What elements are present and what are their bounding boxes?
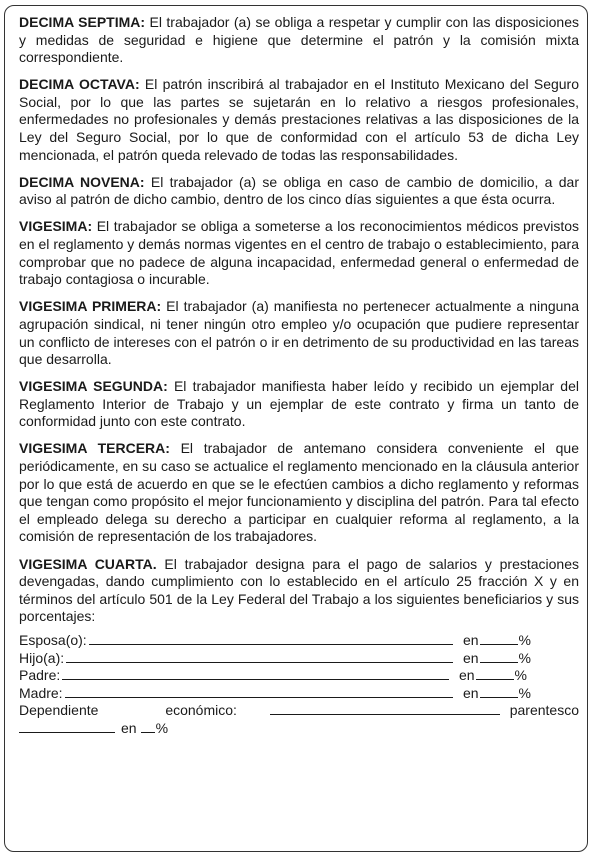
esposa-name-field[interactable] xyxy=(89,632,453,645)
beneficiary-row-hijo xyxy=(19,650,579,668)
hijo-name-field[interactable] xyxy=(66,650,453,663)
clause-title: DECIMA OCTAVA: xyxy=(19,76,140,93)
clause-vigesima-primera xyxy=(19,298,579,368)
clause-title: DECIMA NOVENA: xyxy=(19,173,145,190)
parentesco-label: parentesco xyxy=(509,702,579,719)
beneficiary-row-esposa xyxy=(19,632,579,650)
clause-vigesima-cuarta xyxy=(19,556,579,626)
dependiente-label: Dependiente xyxy=(19,702,99,719)
padre-percent-field[interactable] xyxy=(476,667,514,680)
clause-text: El trabajador designa para el pago de salarios y prestaciones devengadas, dando cumplimiento con lo establecido en el artículo 25 fracción X y en términos del artículo 501 de la Ley Federal del Trabajo a los siguientes beneficiarios y sus porcentajes: xyxy=(19,555,580,625)
hijo-label: Hijo(a): xyxy=(19,649,65,666)
clause-title: DECIMA SEPTIMA: xyxy=(19,14,146,30)
percent-sign: % xyxy=(518,631,531,648)
en-label: en xyxy=(462,684,479,701)
en-label: en xyxy=(462,649,479,666)
en-label: en xyxy=(462,631,479,648)
contract-clauses xyxy=(19,14,579,737)
en-label: en xyxy=(121,719,137,736)
hijo-percent-field[interactable] xyxy=(480,650,518,663)
dependiente-name-field[interactable] xyxy=(270,702,500,715)
madre-name-field[interactable] xyxy=(65,685,453,698)
clause-title: VIGESIMA CUARTA. xyxy=(19,555,157,572)
economico-label: económico: xyxy=(165,702,237,719)
clause-vigesima-segunda xyxy=(19,378,579,431)
clause-title: VIGESIMA SEGUNDA: xyxy=(19,378,168,395)
padre-name-field[interactable] xyxy=(62,667,449,680)
esposa-label: Esposa(o): xyxy=(19,631,87,648)
madre-percent-field[interactable] xyxy=(480,685,518,698)
percent-sign: % xyxy=(155,719,169,736)
padre-label: Padre: xyxy=(19,667,61,684)
clause-decima-novena xyxy=(19,174,579,209)
clause-title: VIGESIMA: xyxy=(19,218,93,235)
clause-text: El trabajador se obliga a someterse a los reconocimientos médicos previstos en el reglamento y demás normas vigentes en el centro de trabajo o establecimiento, para comprobar que no padece de alguna incapacidad, enfermedad general o enfermedad de trabajo contagiosa o incurable. xyxy=(19,218,579,288)
percent-sign: % xyxy=(518,649,531,666)
clause-text: El trabajador manifiesta haber leído y recibido un ejemplar del Reglamento Interior de Trabajo y un ejemplar de este contrato y firma un tanto de conformidad junto con este contrato. xyxy=(19,378,579,430)
beneficiaries-form xyxy=(19,632,579,738)
beneficiary-row-padre xyxy=(19,667,579,685)
clause-text: El trabajador (a) se obliga a respetar y cumplir con las disposiciones y medidas de seguridad e higiene que determine el patrón y la comisión mixta correspondiente. xyxy=(19,14,579,66)
beneficiary-row-dependiente xyxy=(19,702,579,720)
beneficiary-row-parentesco-percent xyxy=(19,720,579,738)
percent-sign: % xyxy=(518,684,531,701)
clause-text: El patrón inscribirá al trabajador en el Instituto Mexicano del Seguro Social, por lo que las partes se sujetarán en lo relativo a riesgos profesionales, enfermedades no profesionales y demás prestaciones relativas a las disposiciones de la Ley del Seguro Social, por lo que de conformidad con el artículo 53 de dicha Ley mencionada, el patrón queda relevado de todas las responsabilidades. xyxy=(19,76,580,163)
madre-label: Madre: xyxy=(19,684,63,701)
clause-text: El trabajador (a) manifiesta no pertenecer actualmente a ninguna agrupación sindical, ni tener ningún otro empleo y/o ocupación que pudiere representar un conflicto de intereses con el patrón o ir en detrimento de su productividad en las tareas que desarrolla. xyxy=(19,298,579,368)
clause-decima-octava xyxy=(19,76,579,164)
clause-text: El trabajador (a) se obliga en caso de cambio de domicilio, a dar aviso al patrón de dicho cambio, dentro de los cinco días siguientes a que ésta ocurra. xyxy=(19,173,579,208)
beneficiary-row-madre xyxy=(19,685,579,703)
parentesco-field[interactable] xyxy=(19,720,115,733)
en-label: en xyxy=(458,667,475,684)
clause-decima-septima xyxy=(19,14,579,67)
clause-text: El trabajador de antemano considera conveniente el que periódicamente, en su caso se actualice el reglamento mencionado en la cláusula anterior por lo que está de acuerdo en que se le efectúen cambios a dicho reglamento y reformas que tengan como propósito el mejor funcionamiento y disciplina del patrón. Para tal efecto el empleado delega su derecho a participar en cualquier reforma al reglamento, a la comisión de representación de los trabajadores. xyxy=(19,440,579,545)
clause-vigesima-tercera xyxy=(19,440,579,546)
clause-title: VIGESIMA TERCERA: xyxy=(19,440,170,457)
dependiente-percent-field[interactable] xyxy=(141,720,155,733)
percent-sign: % xyxy=(514,667,527,684)
clause-vigesima xyxy=(19,218,579,288)
clause-title: VIGESIMA PRIMERA: xyxy=(19,298,162,315)
esposa-percent-field[interactable] xyxy=(480,632,518,645)
